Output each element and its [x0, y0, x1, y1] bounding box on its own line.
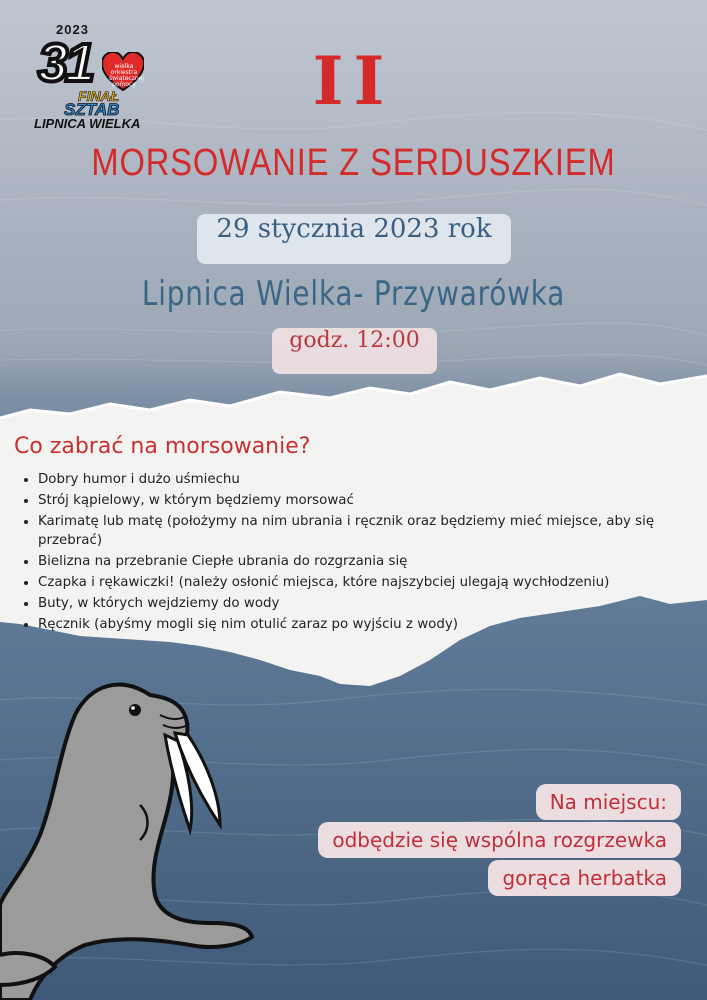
checklist-title: Co zabrać na morsowanie?: [14, 434, 311, 459]
list-item: • Ręcznik (abyśmy mogli się nim otulić zaraz po wyjściu z wody): [38, 615, 678, 634]
list-item: • Strój kąpielowy, w którym będziemy morsować: [38, 491, 678, 510]
walrus-illustration: [0, 655, 260, 1000]
onsite-heading: Na miejscu:: [536, 784, 681, 820]
onsite-info: [318, 784, 681, 898]
event-title: MORSOWANIE Z SERDUSZKIEM: [91, 142, 616, 184]
logo-final: FINAŁ: [78, 88, 120, 104]
edition-number: II: [312, 42, 395, 120]
list-item: • Bielizna na przebranie Ciepłe ubrania do rozgrzania się: [38, 552, 678, 571]
logo-year: 2023: [56, 22, 89, 37]
event-location: Lipnica Wielka- Przywarówka: [141, 274, 566, 314]
list-item: • Karimatę lub matę (położymy na nim ubrania i ręcznik oraz będziemy mieć miejsce, aby się przebrać): [38, 512, 678, 550]
logo-heart-text: wielka orkiestra świątecznej pomocy: [109, 63, 145, 88]
onsite-line-1: odbędzie się wspólna rozgrzewka: [318, 822, 681, 858]
list-item: • Buty, w których wejdziemy do wody: [38, 594, 678, 613]
list-item: • Dobry humor i dużo uśmiechu: [38, 470, 678, 489]
logo-number: 31: [38, 33, 93, 93]
logo-place: LIPNICA WIELKA: [34, 116, 141, 131]
logo-sztab: SZTAB: [64, 100, 120, 119]
checklist: [20, 470, 678, 636]
event-time: godz. 12:00: [272, 328, 437, 374]
event-date: 29 stycznia 2023 rok: [197, 214, 511, 264]
list-item: • Czapka i rękawiczki! (należy osłonić miejsca, które najszybciej ulegają wychłodzeniu): [38, 573, 678, 592]
onsite-line-2: gorąca herbatka: [488, 860, 681, 896]
